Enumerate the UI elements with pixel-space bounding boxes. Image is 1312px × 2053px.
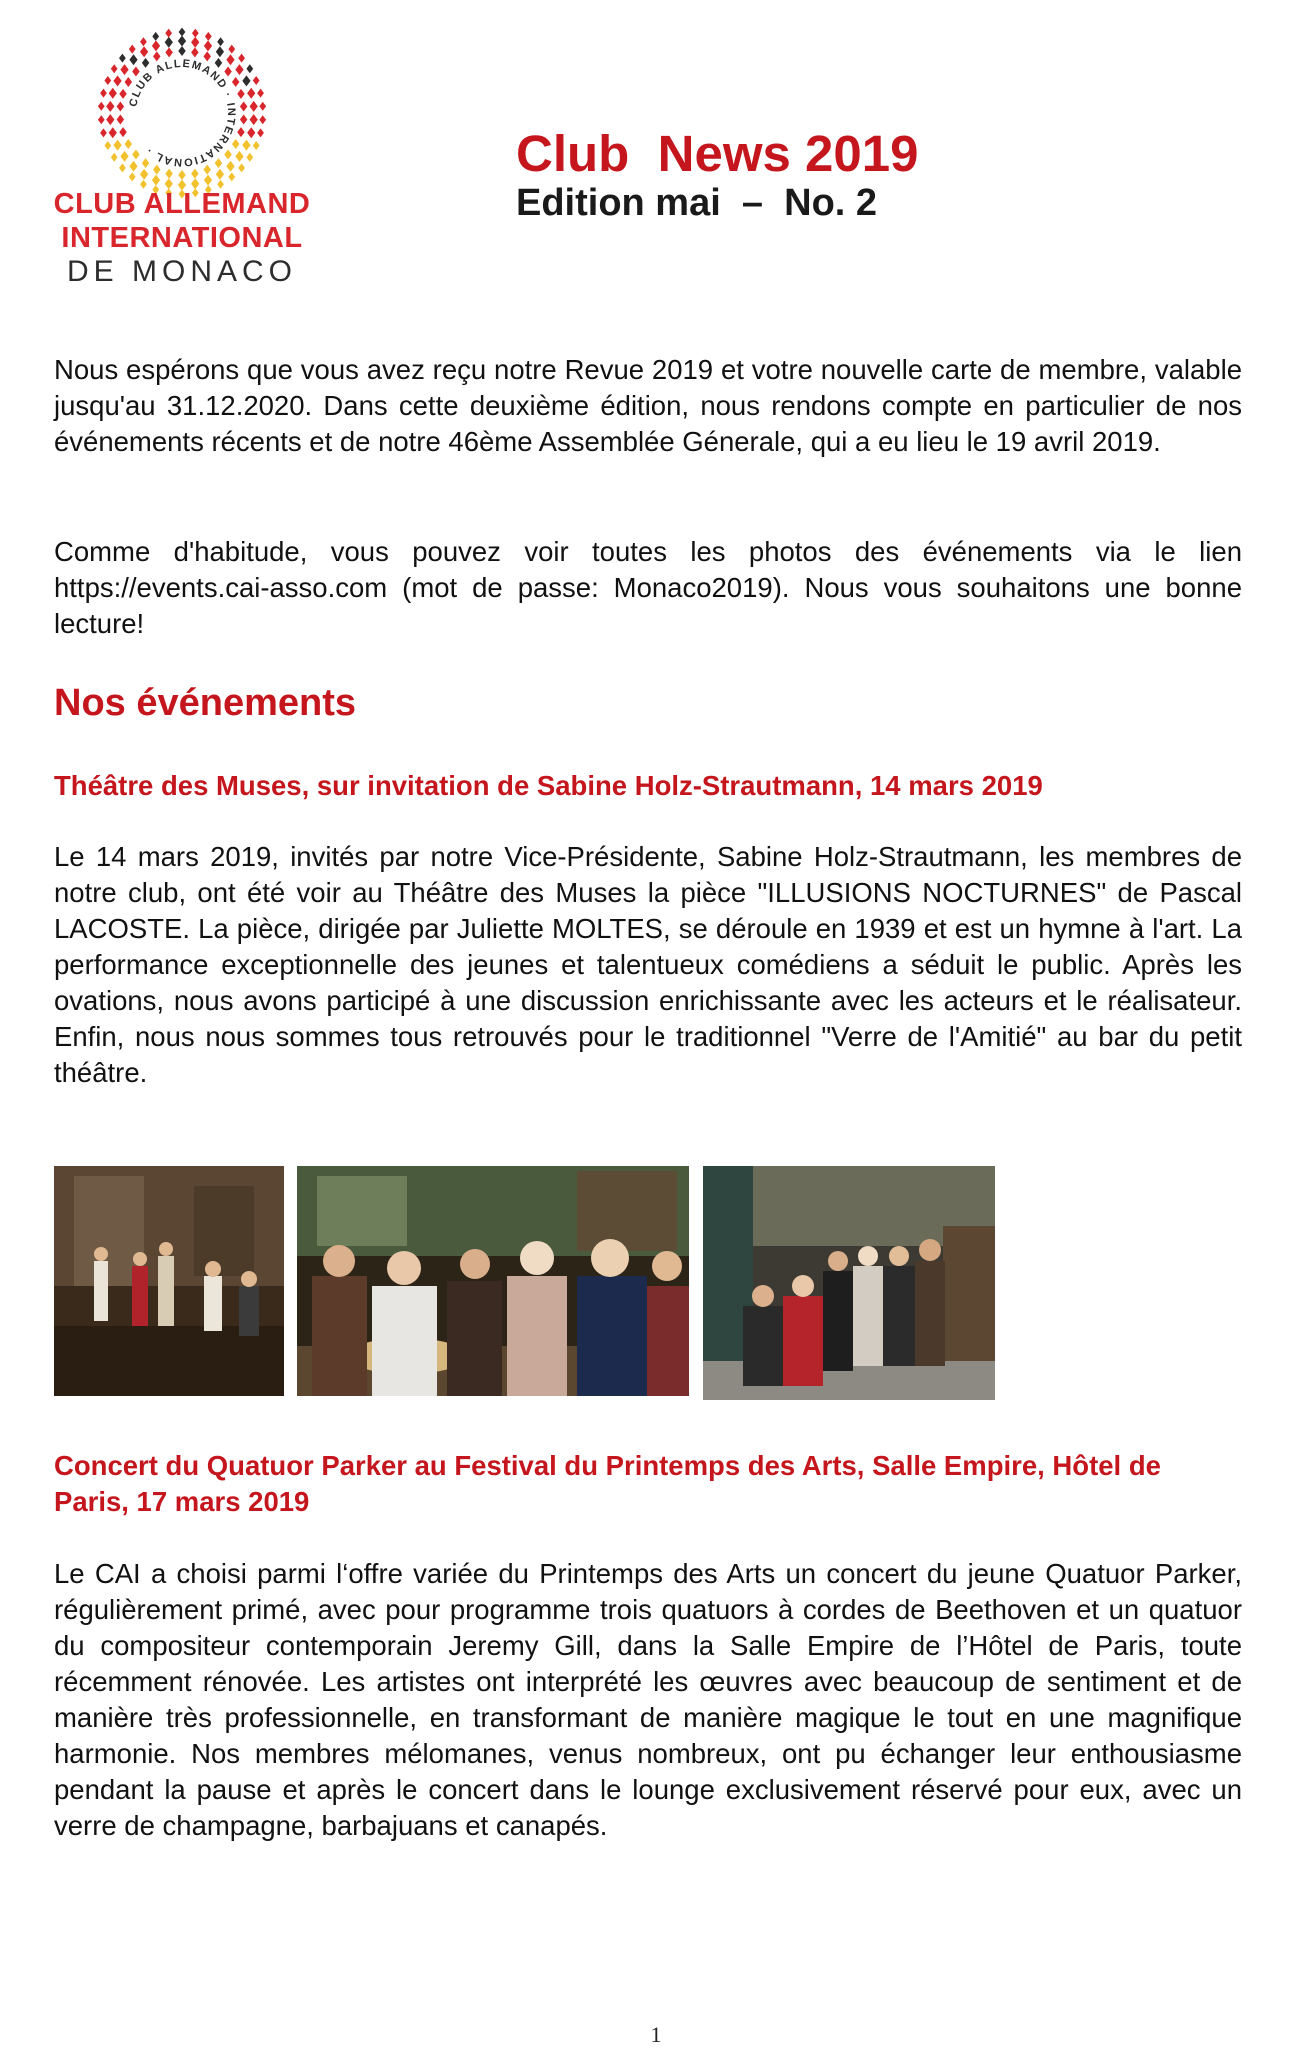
logo-diamond [192,29,199,38]
logo-diamond [204,175,212,186]
logo-diamond [215,158,223,168]
edition-label: Edition mai – No. 2 [516,182,878,224]
logo-diamond [259,115,266,124]
logo-line-3: DE MONACO [66,255,297,288]
club-logo [48,22,316,288]
logo-diamond [191,37,199,48]
logo-diamond [117,102,125,112]
logo-diamond [224,67,232,77]
logo-diamond [120,151,128,162]
logo-diamond [246,64,253,73]
logo-diamond [109,88,117,99]
logo-diamond [215,58,223,68]
event-1-heading: Théâtre des Muses, sur invitation de Sabine Holz-Strautmann, 14 mars 2019 [54,770,1043,801]
logo-diamond [242,75,250,86]
logo-diamond [216,169,224,180]
logo-diamond [237,89,245,99]
event-2-body: Le CAI a choisi parmi l‘offre variée du Printemps des Arts un concert du jeune Quatuor Parker, régulièrement primé, avec pour programme trois quatuors à cordes de Beethoven et un quatuor du compositeur contemporain Jeremy Gill, dans la Salle Empire de l’Hôtel de Paris, toute récemment rénovée. Les artistes ont interprété les œuvres avec beaucoup de sentiment et de manière très professionnelle, en transformant de manière magique le tout en une magnifique harmonie. Nos membres mélomanes, venus nombreux, ont pu échanger leur enthousiasme pendant la pause et après le concert dans le lounge exclusivement réservé pour eux, avec un verre de champagne, barbajuans et canapés. [54,1558,1242,1841]
logo-diamond [119,89,127,99]
logo-diamond [129,172,136,181]
logo-diamond [109,127,117,138]
logo-diamond [216,46,224,57]
logo-diamond [119,163,126,172]
logo-diamond [247,88,255,99]
logo-diamond [205,32,212,41]
logo-diamond [250,114,258,125]
logo-diamond [246,153,253,162]
logo-diamond [104,76,111,85]
svg-text:CLUB ALLEMAND · INTERNATIONAL [127,58,237,168]
logo-diamond [235,151,243,162]
logo-line-1: CLUB ALLEMAND [53,188,311,220]
logo-line-2: INTERNATIONAL [61,222,303,254]
logo-diamond [191,169,199,179]
theatre-stage-photo [54,1166,284,1396]
logo-diamond [240,114,248,124]
logo-diamond [238,163,245,172]
logo-diamond [142,158,150,168]
logo-diamond [152,175,160,186]
logo-diamond [226,54,234,65]
logo-diamond [106,114,114,125]
group-at-bar-photo [703,1166,995,1400]
logo-diamond [113,75,121,86]
logo-diamond [224,149,232,159]
logo-diamond [232,77,240,87]
logo-diamond [140,169,148,180]
logo-diamond [238,54,245,63]
logo-diamond-ring [97,28,267,198]
logo-diamond [228,172,235,181]
logo-diamond [119,127,127,137]
logo-diamond [140,37,147,46]
logo-diamond [153,51,161,61]
logo-diamond [98,102,105,111]
logo-diamond [165,47,173,57]
logo-diamond [100,128,107,137]
logo-diamond [257,89,264,98]
logo-diamond [153,165,161,175]
logo-diamond [165,29,172,38]
section-heading: Nos événements [54,682,357,724]
logo-diamond [132,149,140,159]
logo-diamond [204,40,212,51]
logo-diamond [191,47,199,57]
logo-diamond [178,46,186,56]
logo-diamond [259,102,266,111]
logo-diamond [253,76,260,85]
logo-diamond [232,139,240,149]
logo-diamond [129,54,137,65]
logo-diamond [226,161,234,172]
logo-diamond [129,161,137,172]
logo-diamond [178,36,186,47]
logo-diamond [106,101,114,112]
logo-diamond [235,64,243,75]
logo-diamond [165,169,173,179]
logo-diamond [117,114,125,124]
event-2-heading: Concert du Quatuor Parker au Festival du Printemps des Arts, Salle Empire, Hôtel de Paris, 17 mars 2019 [54,1450,1161,1517]
logo-diamond [240,102,248,112]
logo-diamond [247,127,255,138]
logo-diamond [125,77,133,87]
logo-diamond [111,64,118,73]
logo-diamond [132,67,140,77]
logo-diamond [250,101,258,112]
logo-diamond [217,37,224,46]
logo-diamond [125,139,133,149]
group-at-table-photo [297,1166,689,1396]
page-number: 1 [650,2022,662,2047]
logo-diamond [152,32,159,41]
intro-paragraph-2: Comme d'habitude, vous pouvez voir toutes les photos des événements via le lien https://events.cai-asso.com (mot de passe: Monaco2019). Nous vous souhaitons une bonne lecture! [54,536,1242,639]
logo-diamond [129,45,136,54]
logo-diamond [203,165,211,175]
logo-diamond [165,37,173,48]
logo-diamond [179,28,186,37]
logo-diamond [237,127,245,137]
logo-diamond [178,170,186,180]
logo-diamond [142,58,150,68]
logo-diamond [140,46,148,57]
logo-ring-text: CLUB ALLEMAND · INTERNATIONAL · [127,57,238,169]
logo-diamond [111,153,118,162]
event-1-body: Le 14 mars 2019, invités par notre Vice-Présidente, Sabine Holz-Strautmann, les membres de notre club, ont été voir au Théâtre des Muses la pièce "ILLUSIONS NOCTURNES" de Pascal LACOSTE. La pièce, dirigée par Juliette MOLTES, se déroule en 1939 et est un hymne à l'art. La performance exceptionnelle des jeunes et talentueux comédiens a séduit le public. Après les ovations, nous avons participé à une discussion enrichissante avec les acteurs et le réalisateur. Enfin, nous nous sommes tous retrouvés pour le traditionnel "Verre de l'Amitié" au bar du petit théâtre. [54,841,1242,1088]
logo-diamond [100,89,107,98]
logo-diamond [113,140,121,151]
logo-diamond [120,64,128,75]
logo-diamond [203,51,211,61]
logo-diamond [119,54,126,63]
intro-paragraph-1: Nous espérons que vous avez reçu notre Revue 2019 et votre nouvelle carte de membre, valable jusqu'au 31.12.2020. Dans cette deuxième édition, nous rendons compte en particulier de nos événements récents et de notre 46ème Assemblée Génerale, qui a eu lieu le 19 avril 2019. [54,354,1242,457]
newsletter-title: Club News 2019 [516,125,919,182]
logo-diamond [242,140,250,151]
logo-diamond [98,115,105,124]
logo-diamond [253,141,260,150]
logo-diamond [152,40,160,51]
logo-diamond [257,128,264,137]
logo-diamond [228,45,235,54]
logo-diamond [104,141,111,150]
